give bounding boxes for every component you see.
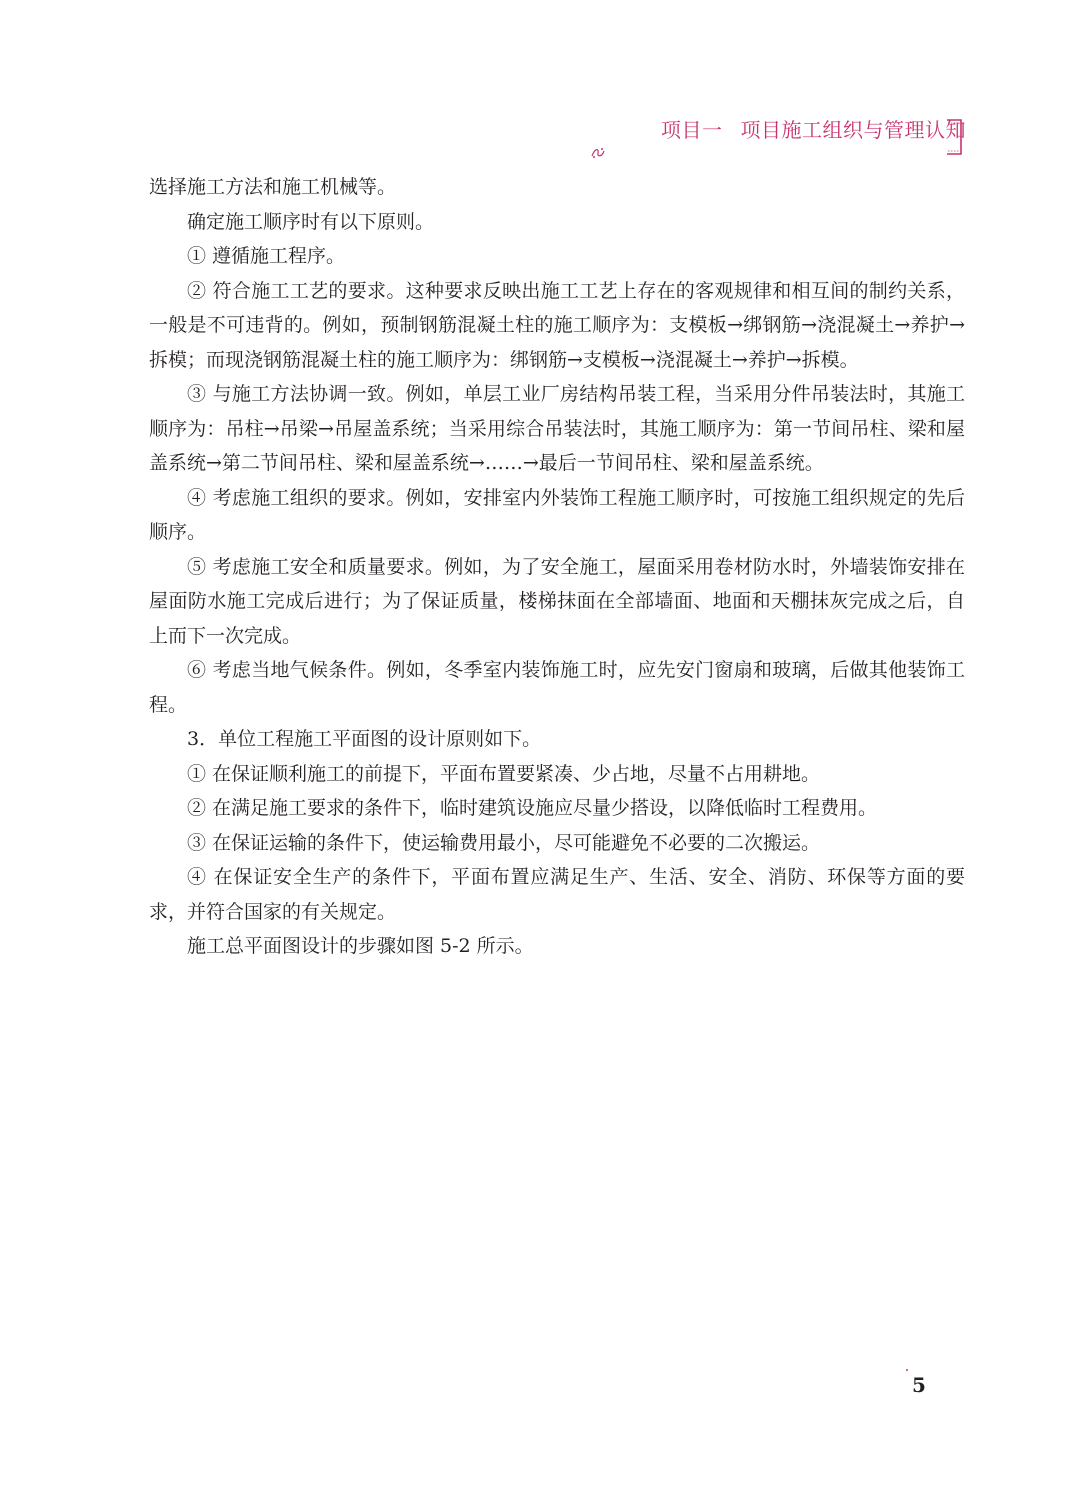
design-principle-3: ③ 在保证运输的条件下，使运输费用最小，尽可能避免不必要的二次搬运。 (187, 831, 821, 854)
list-item-3: ③ 与施工方法协调一致。例如，单层工业厂房结构吊装工程，当采用分件吊装法时，其施工顺序为：吊柱→吊梁→吊屋盖系统；当采用综合吊装法时，其施工顺序为：第一节间吊柱、梁和屋盖系统→第二节间吊柱、梁和屋盖系统→……→最后一节间吊柱、梁和屋盖系统。 (149, 383, 965, 474)
list-item-2: ② 符合施工工艺的要求。这种要求反映出施工工艺上存在的客观规律和相互间的制约关系，一般是不可违背的。例如，预制钢筋混凝土柱的施工顺序为：支模板→绑钢筋→浇混凝土→养护→拆模；而现浇钢筋混凝土柱的施工顺序为：绑钢筋→支模板→浇混凝土→养护→拆模。 (149, 279, 965, 371)
header-bracket-ornament (944, 118, 964, 156)
header-chapter-title: 项目施工组织与管理认知 (740, 118, 966, 142)
figure-reference: 施工总平面图设计的步骤如图 5-2 所示。 (187, 935, 534, 957)
page-number-ornament (906, 1369, 908, 1371)
page-number: 5 (912, 1373, 926, 1397)
list-item-4: ④ 考虑施工组织的要求。例如，安排室内外装饰工程施工顺序时，可按施工组织规定的先后顺序。 (149, 486, 965, 543)
running-header (661, 114, 966, 143)
paragraph-continuation: 选择施工方法和施工机械等。 (149, 176, 397, 198)
list-item-6: ⑥ 考虑当地气候条件。例如，冬季室内装饰施工时，应先安门窗扇和玻璃，后做其他装饰工程。 (149, 659, 965, 716)
design-principle-2: ② 在满足施工要求的条件下，临时建筑设施应尽量少搭设，以降低临时工程费用。 (187, 797, 878, 819)
list-item-5: ⑤ 考虑施工安全和质量要求。例如，为了安全施工，屋面采用卷材防水时，外墙装饰安排在屋面防水施工完成后进行；为了保证质量，楼梯抹面在全部墙面、地面和天棚抹灰完成之后，自上而下一次完成。 (149, 555, 965, 647)
list-item-1: ① 遵循施工程序。 (187, 245, 346, 267)
design-principle-1: ① 在保证顺利施工的前提下，平面布置要紧凑、少占地，尽量不占用耕地。 (187, 762, 821, 785)
section-heading-3: 3．单位工程施工平面图的设计原则如下。 (187, 728, 542, 750)
design-principle-4: ④ 在保证安全生产的条件下，平面布置应满足生产、生活、安全、消防、环保等方面的要求，并符合国家的有关规定。 (149, 866, 965, 923)
body-text (149, 170, 965, 964)
header-flourish-ornament (590, 146, 606, 160)
header-project: 项目一 (661, 118, 723, 142)
header-title (661, 114, 966, 143)
paragraph-principles-intro: 确定施工顺序时有以下原则。 (187, 210, 435, 233)
